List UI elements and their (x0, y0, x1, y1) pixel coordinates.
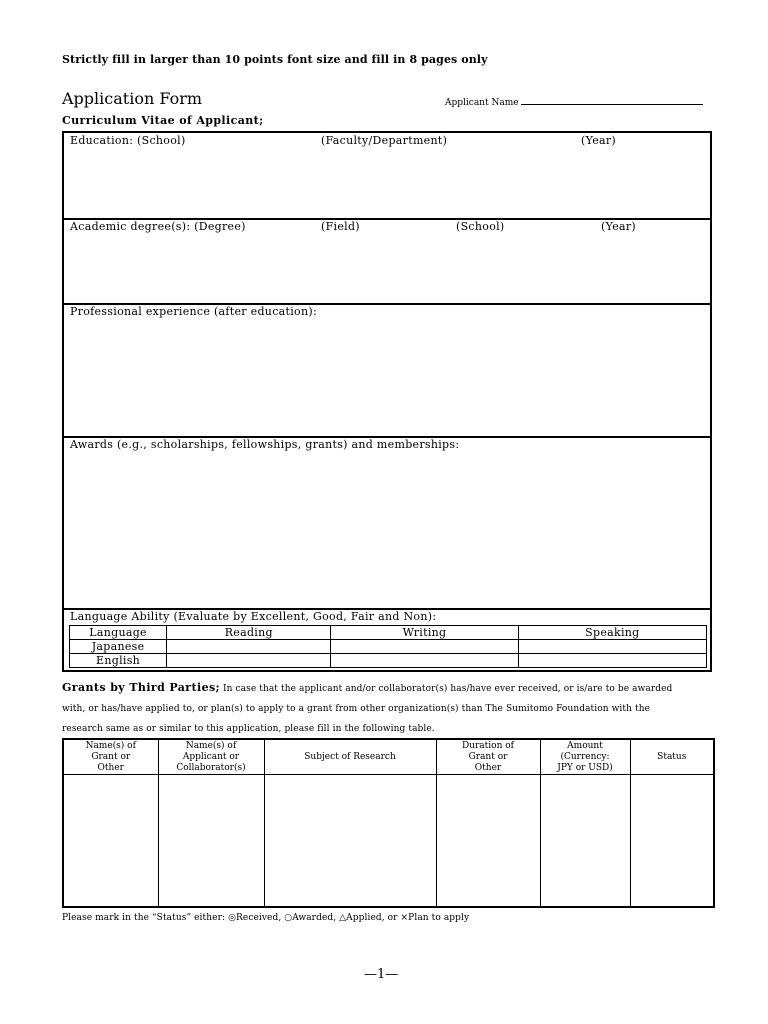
education-section[interactable] (64, 133, 710, 220)
cv-box (62, 131, 712, 672)
subject-header: Subject of Research (264, 739, 436, 775)
reading-col-header: Reading (167, 626, 331, 640)
education-year-label: (Year) (581, 134, 617, 147)
instruction-note: Strictly fill in larger than 10 points font size and fill in 8 pages only (62, 53, 488, 66)
grants-text-line1: In case that the applicant and/or collaborator(s) has/have ever received, or is/are to be awarded (223, 684, 673, 694)
grant-name-header: Name(s) of Grant or Other (63, 739, 158, 775)
education-faculty-label: (Faculty/Department) (321, 134, 448, 147)
status-cell[interactable] (630, 775, 714, 908)
language-col-header: Language (70, 626, 167, 640)
writing-col-header: Writing (331, 626, 518, 640)
writing-cell[interactable] (331, 640, 518, 654)
writing-cell[interactable] (331, 654, 518, 668)
grants-entry-row (63, 775, 714, 908)
degree-school-label: (School) (456, 220, 505, 233)
duration-header: Duration of Grant or Other (436, 739, 540, 775)
amount-cell[interactable] (540, 775, 630, 908)
experience-section[interactable] (64, 305, 710, 438)
degree-field-label: (Field) (321, 220, 360, 233)
applicant-header: Name(s) of Applicant or Collaborator(s) (158, 739, 264, 775)
duration-cell[interactable] (436, 775, 540, 908)
applicant-name-line[interactable] (521, 95, 703, 105)
applicant-name-field[interactable] (445, 95, 703, 108)
degree-label: Academic degree(s): (Degree) (70, 220, 246, 233)
awards-section[interactable] (64, 438, 710, 610)
subject-cell[interactable] (264, 775, 436, 908)
grants-text-line3: research same as or similar to this application, please fill in the following table. (62, 724, 435, 734)
grants-description (62, 678, 712, 739)
page-number: —1— (364, 967, 399, 982)
status-note: Please mark in the “Status” either: ◎Received, ○Awarded, △Applied, or ×Plan to apply (62, 913, 470, 923)
education-label: Education: (School) (70, 134, 186, 147)
applicant-cell[interactable] (158, 775, 264, 908)
grants-text-line2: with, or has/have applied to, or plan(s) to apply to a grant from other organization(s) than The Sumitomo Foundation with the (62, 704, 651, 714)
speaking-cell[interactable] (518, 654, 706, 668)
language-row-japanese (70, 640, 707, 654)
language-name: English (70, 654, 167, 668)
language-name: Japanese (70, 640, 167, 654)
cv-heading: Curriculum Vitae of Applicant; (62, 114, 264, 127)
speaking-col-header: Speaking (518, 626, 706, 640)
grants-header-row (63, 739, 714, 775)
status-header: Status (630, 739, 714, 775)
applicant-name-label: Applicant Name (445, 98, 519, 108)
language-header-row (70, 626, 707, 640)
amount-header: Amount (Currency: JPY or USD) (540, 739, 630, 775)
grants-table (62, 738, 715, 908)
reading-cell[interactable] (167, 654, 331, 668)
form-title: Application Form (62, 89, 203, 108)
language-label: Language Ability (Evaluate by Excellent, Good, Fair and Non): (70, 610, 437, 623)
speaking-cell[interactable] (518, 640, 706, 654)
degree-year-label: (Year) (601, 220, 637, 233)
experience-label: Professional experience (after education): (70, 305, 317, 318)
language-table (69, 625, 707, 668)
degree-section[interactable] (64, 220, 710, 305)
awards-label: Awards (e.g., scholarships, fellowships, grants) and memberships: (70, 438, 460, 451)
reading-cell[interactable] (167, 640, 331, 654)
language-row-english (70, 654, 707, 668)
grant-name-cell[interactable] (63, 775, 158, 908)
grants-heading: Grants by Third Parties; (62, 681, 221, 694)
